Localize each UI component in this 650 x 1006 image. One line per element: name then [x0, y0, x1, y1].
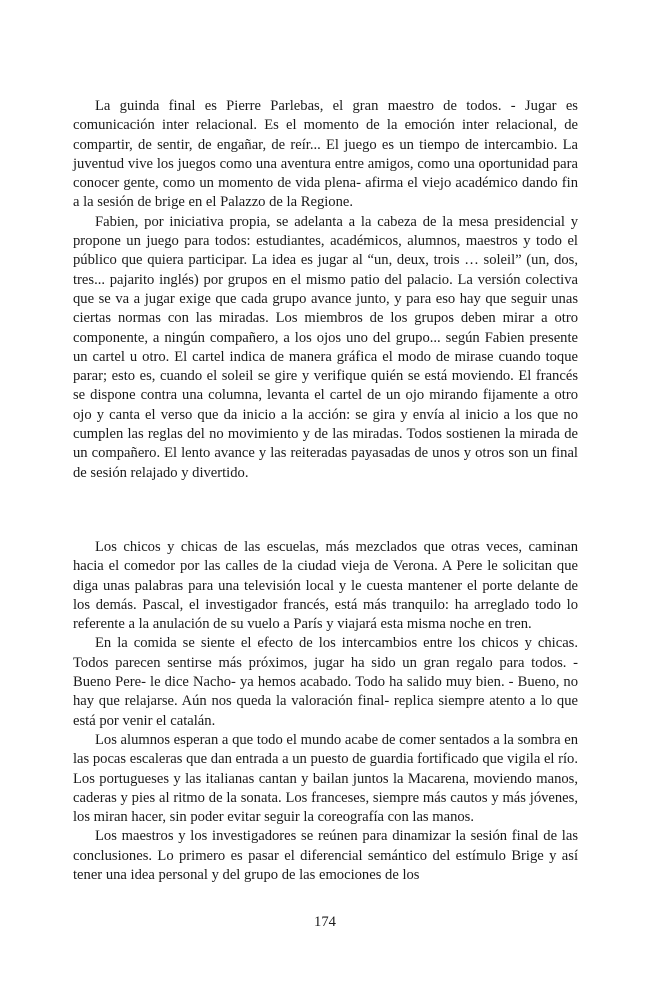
paragraph: Los alumnos esperan a que todo el mundo acabe de comer sentados a la sombra en las pocas escaleras que dan entrada a un puesto de guardia fortificado que vigila el río. Los portugueses y las italianas cantan y bailan juntos la Macarena, moviendo manos, caderas y pies al ritmo de la sonata. Los franceses, siempre más cautos y más jóvenes, los miran hacer, sin poder evitar seguir la coreografía con las manos.	[73, 731, 578, 826]
paragraph: En la comida se siente el efecto de los intercambios entre los chicos y chicas. Todos parecen sentirse más próximos, jugar ha sido un gran regalo para todos. - Bueno Pere- le dice Nacho- ya hemos acabado. Todo ha salido muy bien. - Bueno, no hay que relajarse. Aún nos queda la valoración final- replica siempre atento a lo que está por venir el catalán.	[73, 635, 578, 729]
paragraph: Fabien, por iniciativa propia, se adelanta a la cabeza de la mesa presidencial y propone un juego para todos: estudiantes, académicos, alumnos, maestros y todo el público que quiera participar. La idea es jugar al “un, deux, trois … soleil” (un, dos, tres... pajarito inglés) por grupos en el mismo patio del palacio. La versión colectiva que se va a jugar exige que cada grupo avance junto, y para eso hay que seguir unas ciertas normas con las miradas. Los miembros de los grupos deben mirar a otro componente, a ningún compañero, a los ojos uno del grupo... según Fabien presente un cartel u otro. El cartel indica de manera gráfica el modo de mirase cuando toque parar; esto es, cuando el soleil se gire y verifique quién se está moviendo. El francés se dispone contra una columna, levanta el cartel de un ojo mirando fijamente a otro ojo y canta el verso que da inicio a la acción: se gira y envía al inicio a los que no cumplen las reglas del no movimiento y de las miradas. Todos sostienen la mirada de un compañero. El lento avance y las reiteradas payasadas de unos y otros son un final de sesión relajado y divertido.	[73, 213, 578, 481]
paragraph: Los chicos y chicas de las escuelas, más mezclados que otras veces, caminan hacia el comedor por las calles de la ciudad vieja de Verona. A Pere le solicitan que diga unas palabras para una televisión local y le cuesta mantener el porte delante de los demás. Pascal, el investigador francés, está más tranquilo: ha arreglado todo lo referente a la anulación de su vuelo a París y viajará esta misma noche en tren.	[73, 539, 578, 633]
paragraph: Los maestros y los investigadores se reúnen para dinamizar la sesión final de las conclusiones. Lo primero es pasar el diferencial semántico del estímulo Brige y así tener una idea personal y del grupo de las emociones de los	[73, 828, 578, 884]
page-number: 174	[314, 914, 336, 930]
text-section-2	[73, 538, 578, 885]
text-section-1	[73, 97, 578, 483]
paragraph: La guinda final es Pierre Parlebas, el gran maestro de todos. - Jugar es comunicación inter relacional. Es el momento de la emoción inter relacional, de compartir, de sentir, de engañar, de reír... El juego es un tiempo de intercambio. La juventud vive los juegos como una aventura entre amigos, como una oportunidad para conocer gente, como un momento de vida plena- afirma el viejo académico dando fin a la sesión de brige en el Palazzo de la Regione.	[73, 98, 578, 211]
